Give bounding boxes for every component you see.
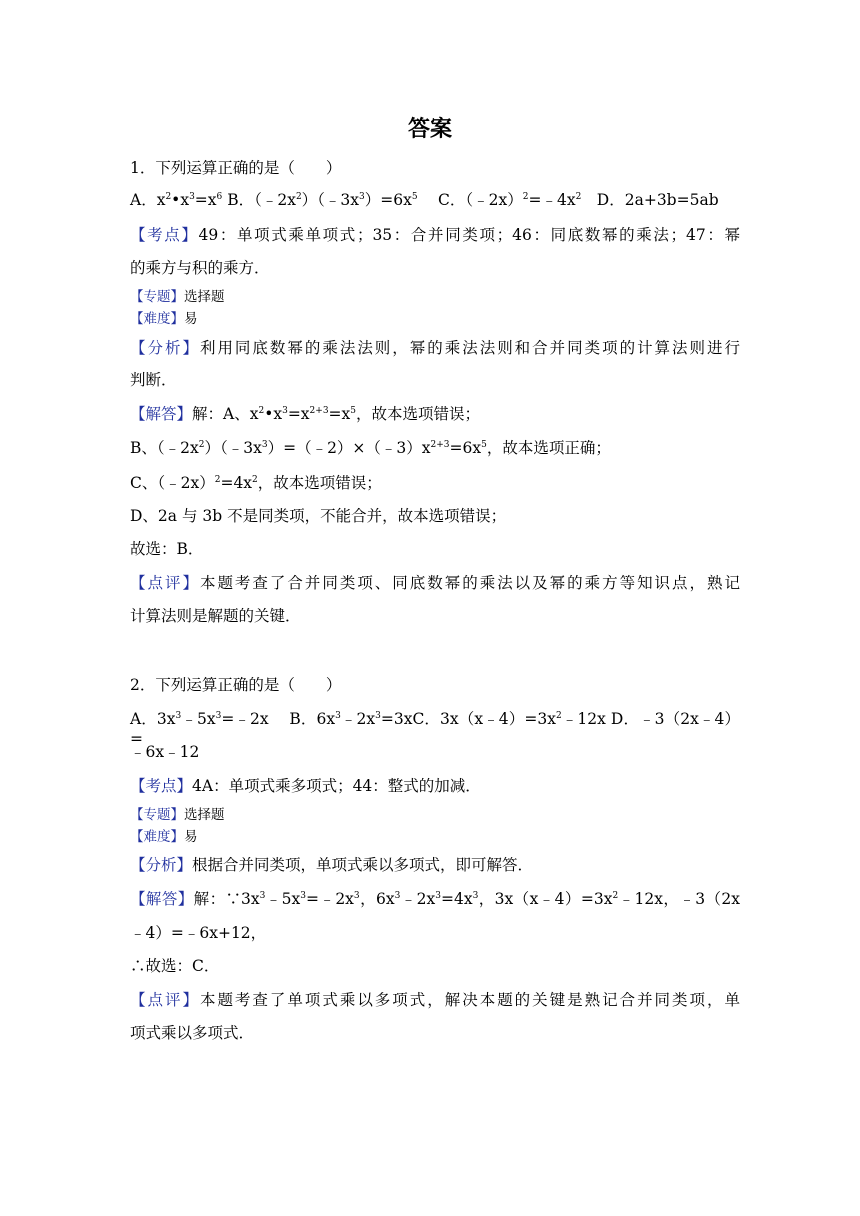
q2-dianping: 【点评】本题考查了单项式乘以多项式，解决本题的关键是熟记合并同类项，单 — [130, 991, 740, 1009]
q1-nandu: 【难度】易 — [130, 311, 198, 327]
kaodian-tag: 【考点】 — [130, 226, 199, 244]
q1-jieda-d: D、2a 与 3b 不是同类项，不能合并，故本选项错误； — [130, 507, 507, 525]
q1-fenxi: 【分析】利用同底数幂的乘法法则，幂的乘法法则和合并同类项的计算法则进行 — [130, 339, 740, 357]
page-title: 答案 — [407, 117, 452, 142]
q1-jieda-c: C、$(﹣2x)^2=4x^2$，故本选项错误； — [130, 474, 382, 492]
q2-options-cont: ﹣6x﹣12 — [130, 743, 200, 761]
q2-dianping-cont: 项式乘以多项式． — [130, 1024, 255, 1042]
q2-jieda: 【解答】解：$\because 3x^3﹣5x^3=﹣2x^3$，$6x^3﹣2x^3=4x^3$，$3x(x﹣4)=3x^2﹣12x$，﹣3（2x — [130, 890, 740, 908]
q1-options: A．$x^2•x^3=x^6$ B．$(﹣2x^2)(﹣3x^3)=6x^5$ C．$(﹣2x)^2=﹣4x^2$ D．2a+3b=5ab — [130, 191, 719, 209]
q1-stem: 1．下列运算正确的是（ ） — [130, 159, 342, 177]
q2-kaodian: 【考点】4A：单项式乘多项式；44：整式的加减． — [130, 777, 481, 795]
q2-nandu: 【难度】易 — [130, 829, 198, 845]
q2-stem: 2．下列运算正确的是（ ） — [130, 676, 342, 694]
q2-fenxi: 【分析】根据合并同类项，单项式乘以多项式，即可解答． — [130, 856, 534, 874]
q1-fenxi-cont: 判断． — [130, 371, 177, 389]
q1-dianping-cont: 计算法则是解题的关键． — [130, 607, 301, 625]
q1-dianping: 【点评】本题考查了合并同类项、同底数幂的乘法以及幂的乘方等知识点，熟记 — [130, 574, 740, 592]
q2-options: A．$3x^3﹣5x^3=﹣2x$ B．$6x^3﹣2x^3=3xC$．$3x(x﹣4)=3x^2﹣12x$ D．﹣3（2x﹣4）= — [130, 710, 741, 748]
q2-jieda-cont: ﹣4）=﹣6x+12， — [130, 924, 267, 942]
q1-kaodian: 【考点】49：单项式乘单项式；35：合并同类项；46：同底数幂的乘法；47：幂 — [130, 226, 740, 244]
q1-zhuanti: 【专题】选择题 — [130, 289, 225, 305]
q1-kaodian-cont: 的乘方与积的乘方． — [130, 259, 270, 277]
q1-jieda-e: 故选：B． — [130, 540, 204, 558]
q2-jieda-conclusion: ∴故选：C． — [130, 957, 220, 975]
q1-jieda-b: B、$(﹣2x^2)(﹣3x^3)=(﹣2)\times(﹣3)x^{2+3}=6x^5$，故本选项正确； — [130, 439, 611, 457]
q1-jieda-a: 【解答】解：A、$x^2•x^3=x^{2+3}=x^5$，故本选项错误； — [130, 405, 481, 423]
q2-zhuanti: 【专题】选择题 — [130, 807, 225, 823]
